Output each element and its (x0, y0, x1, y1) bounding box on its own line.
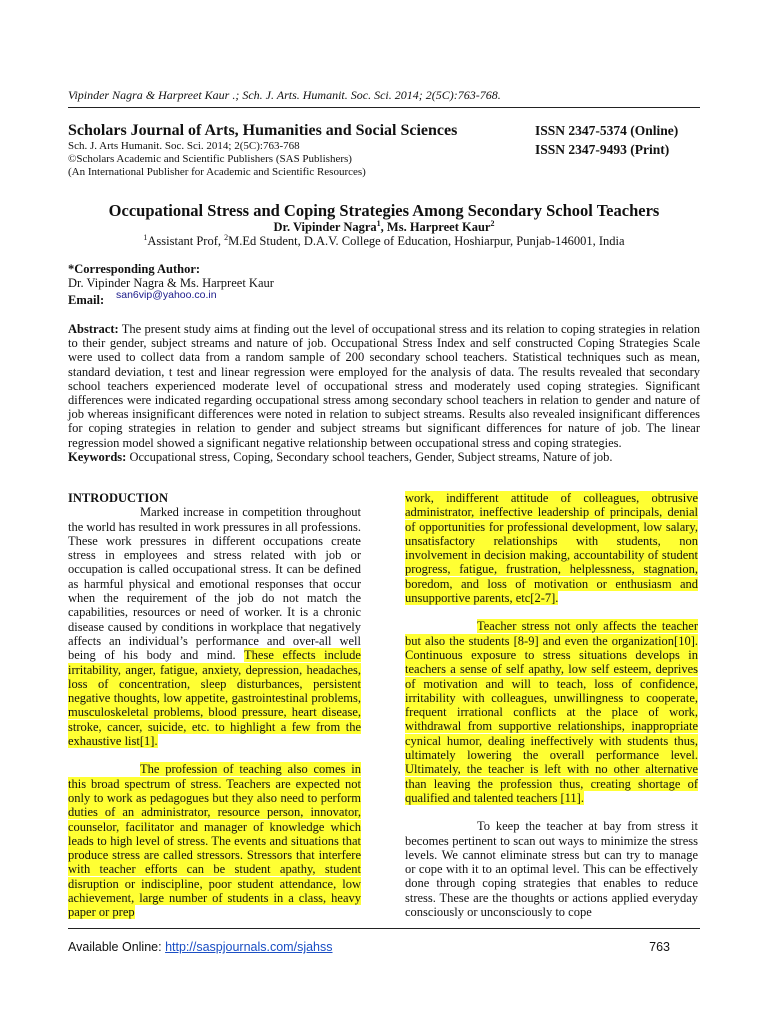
highlighted-text: The profession of teaching also comes in this broad spectrum of stress. Teachers are expected not only to work as pedagogues but they also need to perform duties of an administrator, resource person, innovator, counselor, facilitator and manager of knowledge which leads to high level of stress. The events and situations that produce stress are called stressors. Stressors that interfere with teacher efforts can be student apathy, student disruption or indiscipline, poor student attendance, low achievement, large number of students in a class, heavy paper or prep (68, 762, 361, 920)
email-address[interactable]: san6vip@yahoo.co.in (116, 289, 217, 301)
right-column (405, 491, 698, 919)
corresponding-author-names: Dr. Vipinder Nagra & Ms. Harpreet Kaur (68, 276, 274, 290)
affiliation-text: Assistant Prof, (147, 234, 225, 248)
citation: Sch. J. Arts Humanit. Soc. Sci. 2014; 2(5C):763-768 (68, 140, 300, 152)
paragraph (405, 491, 698, 605)
page-number: 763 (649, 940, 670, 954)
affiliation (0, 234, 768, 249)
publication-info (68, 140, 366, 179)
paragraph (405, 619, 698, 805)
header-divider (68, 107, 700, 108)
affiliation-text: M.Ed Student, D.A.V. College of Education, Hoshiarpur, Punjab-146001, India (228, 234, 625, 248)
issn-online: ISSN 2347-5374 (Online) (535, 123, 679, 138)
running-header: Vipinder Nagra & Harpreet Kaur .; Sch. J. Arts. Humanit. Soc. Sci. 2014; 2(5C):763-768. (68, 88, 501, 102)
highlighted-text: These effects include irritability, anger, fatigue, anxiety, depression, headaches, loss of concentration, sleep disturbances, persistent negative thoughts, low appetite, gastrointestinal problems, musculoskeletal problems, blood pressure, heart disease, stroke, cancer, suicide, etc. to highlight a few from the exhaustive list[1]. (68, 648, 361, 749)
abstract (68, 322, 700, 464)
paragraph (405, 819, 698, 919)
journal-url-link[interactable]: http://saspjournals.com/sjahss (165, 940, 333, 954)
publisher-note: (An International Publisher for Academic and Scientific Resources) (68, 166, 366, 178)
author-superscript: 1 (376, 218, 381, 228)
footer-divider (68, 928, 700, 929)
footer-label: Available Online: (68, 940, 166, 954)
journal-name: Scholars Journal of Arts, Humanities and Social Sciences (68, 122, 458, 139)
paragraph (68, 762, 361, 919)
author-superscript: 2 (490, 218, 495, 228)
section-heading-introduction: INTRODUCTION (68, 491, 169, 505)
author-name: Dr. Vipinder Nagra (273, 220, 377, 234)
paragraph-text: Marked increase in competition throughout the world has resulted in work pressures in all professions. These work pressures in different occupations create stress in employees and stress related with job or occupation is called occupational stress. It can be defined as harmful physical and emotional responses that occur when the requirement of the job do not match the capabilities, resources or need of worker. It is a chronic disease caused by conditions in workplace that negatively affects an individual’s performance and over-all well being of his body and mind. (68, 505, 361, 663)
footer (68, 940, 700, 954)
issn-print: ISSN 2347-9493 (Print) (535, 142, 670, 157)
paragraph-text: To keep the teacher at bay from stress it becomes pertinent to scan out ways to minimize the stress levels. We cannot eliminate stress but can try to manage or cope with it to an optimal level. This can be effectively done through coping strategies that enables to reduce stress. These are the thoughts or actions applied everyday consciously or unconsciously to cope (405, 819, 698, 920)
abstract-text: The present study aims at finding out the level of occupational stress and its relation to coping strategies in relation to their gender, subject streams and nature of job. Occupational Stress Index and self constructed Coping Strategies Scale were used to collect data from a random sample of 200 secondary school teachers. Statistical techniques such as mean, standard deviation, t test and linear regression were employed for the analysis of data. The results revealed that secondary school teachers experienced moderate level of occupational stress and moderately used coping strategies. Significant differences were indicated regarding occupational stress among secondary school teachers in relation to gender and nature of job whereas insignificant differences were noted in relation to subject streams. Results also revealed insignificant differences for coping strategies in relation to gender and subject streams but significant differences for nature of job. The linear regression model showed a significant negative relationship between occupational stress and coping strategies. (68, 322, 700, 450)
corresponding-author-heading: *Corresponding Author: (68, 262, 201, 276)
email-label: Email: (68, 293, 105, 307)
paragraph (68, 505, 361, 748)
affiliation-superscript: 1 (143, 232, 148, 242)
highlighted-text: Teacher stress not only affects the teacher but also the students [8-9] and even the organization[10]. Continuous exposure to stress situations develops in teachers a sense of self apathy, low self esteem, deprives of motivation and will to teach, loss of confidence, irritability with colleagues, unwillingness to cooperate, frequent irrational conflicts at the place of work, withdrawal from supportive relationships, inappropriate cynical humor, dealing ineffectively with students thus, ultimately lowering the overall performance level. Ultimately, the teacher is left with no other alternative than leaving the profession thus, creating shortage of qualified and talented teachers [11]. (405, 619, 698, 805)
affiliation-superscript: 2 (224, 232, 229, 242)
keywords-text: Occupational stress, Coping, Secondary school teachers, Gender, Subject streams, Nature of job. (126, 449, 613, 464)
abstract-label: Abstract: (68, 322, 119, 336)
article-title: Occupational Stress and Coping Strategies Among Secondary School Teachers (108, 201, 660, 220)
keywords-label: Keywords: (68, 449, 127, 464)
author-separator: , (380, 220, 387, 234)
author-list (0, 220, 768, 235)
highlighted-text: work, indifferent attitude of colleagues, obtrusive administrator, ineffective leadership of principals, denial of opportunities for professional development, low salary, unsatisfactory relationships with students, non involvement in decision making, accountability of student progress, fatigue, frustration, helplessness, stagnation, boredom, and loss of motivation or enthusiasm and unsupportive parents, etc[2-7]. (405, 491, 698, 606)
left-column (68, 491, 361, 920)
copyright: ©Scholars Academic and Scientific Publishers (SAS Publishers) (68, 153, 352, 165)
author-name: Ms. Harpreet Kaur (386, 220, 491, 234)
